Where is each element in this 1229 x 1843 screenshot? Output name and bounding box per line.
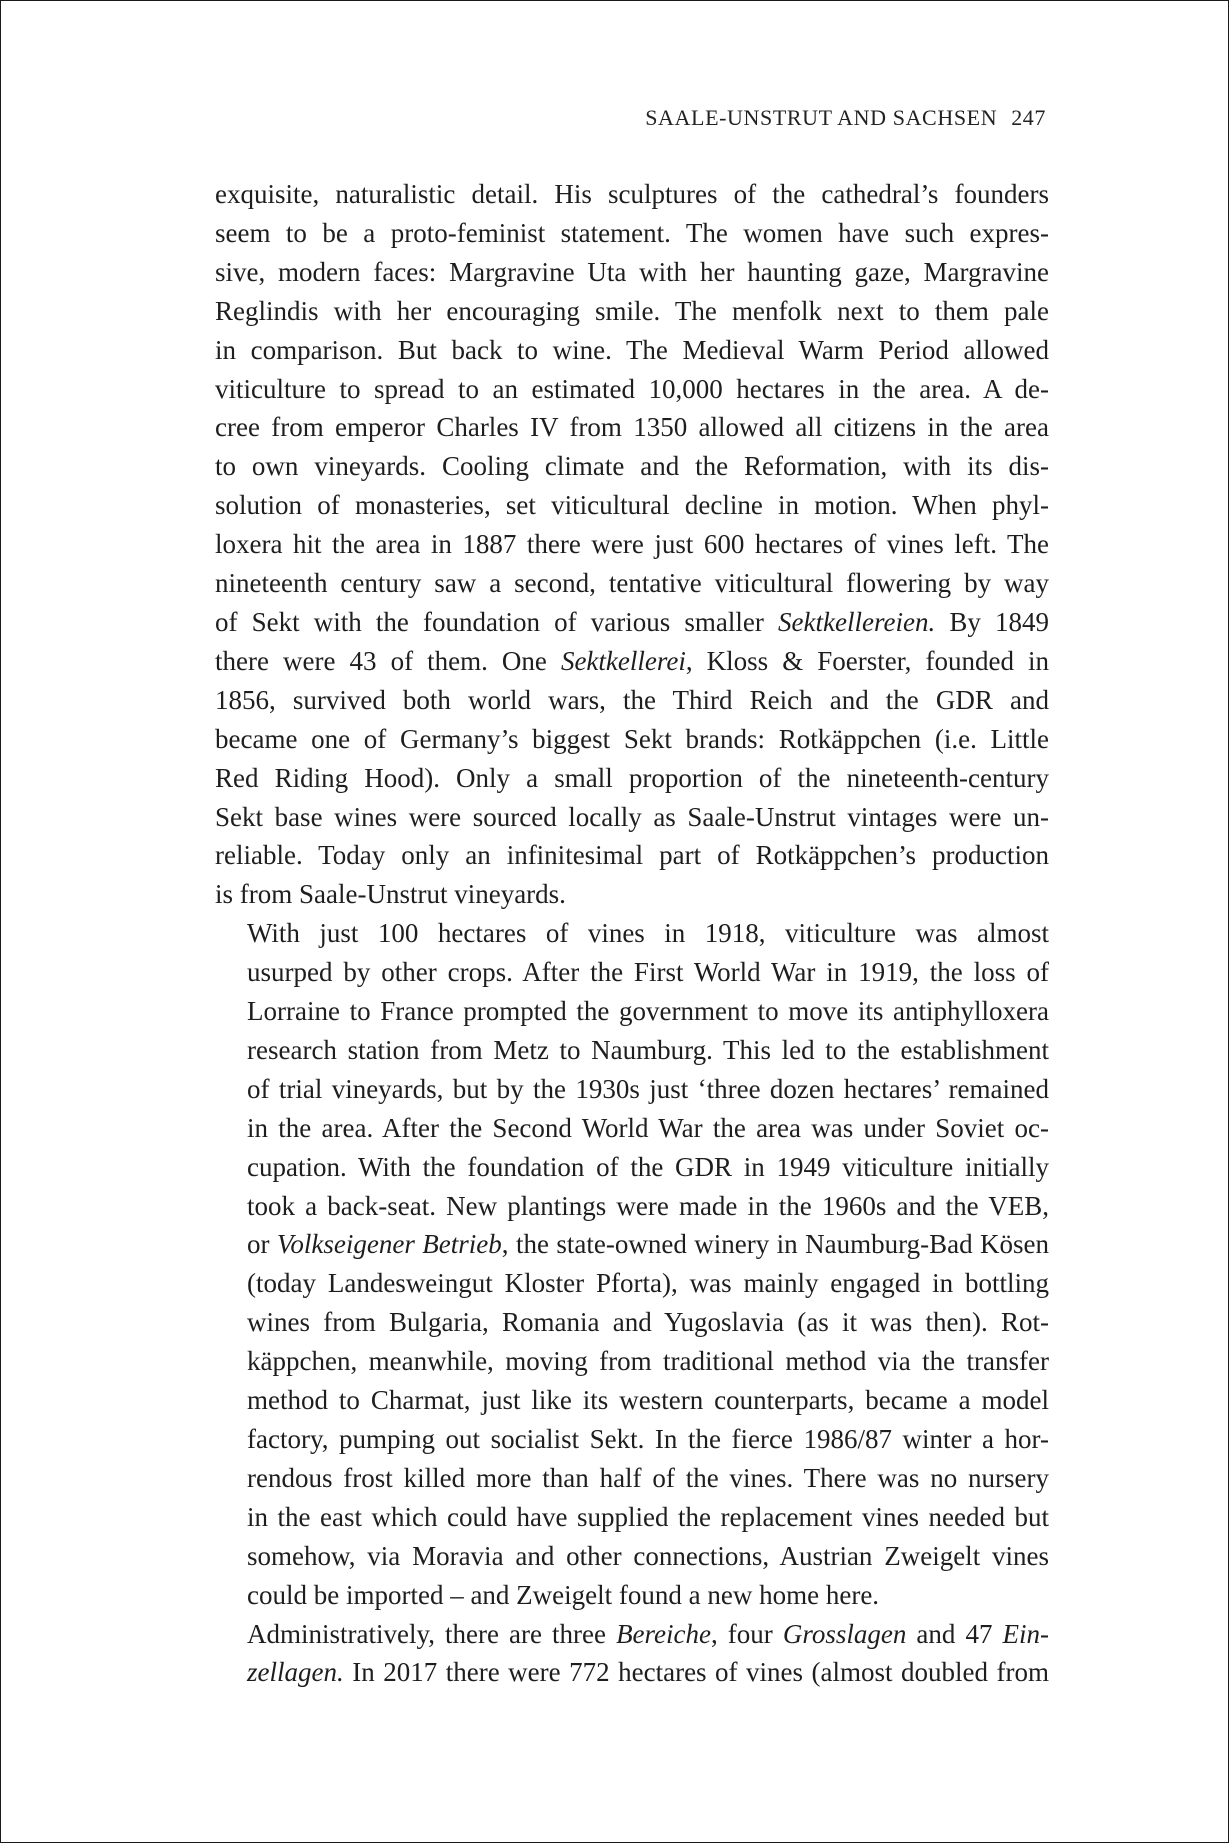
text-line: rendous frost killed more than half of the vines. There was no nursery (247, 1462, 1049, 1493)
italic-term: Sektkellereien. (778, 606, 936, 637)
text-line (215, 1615, 1049, 1654)
page-number: 247 (1011, 105, 1046, 130)
paragraph-3 (215, 1615, 1049, 1693)
text-line (215, 1225, 1049, 1264)
text-line: nineteenth century saw a second, tentative viticultural flowering by way (215, 568, 1049, 599)
text-line: wines from Bulgaria, Romania and Yugoslavia (as it was then). Rot- (247, 1307, 1049, 1338)
text-line: in the area. After the Second World War the area was under Soviet oc- (247, 1112, 1049, 1143)
text-line: viticulture to spread to an estimated 10,000 hectares in the area. A de- (215, 373, 1049, 404)
text-line: loxera hit the area in 1887 there were just 600 hectares of vines left. The (215, 529, 1049, 560)
italic-term: Grosslagen (782, 1618, 907, 1649)
italic-term: Sektkellerei (560, 645, 686, 676)
text-line: käppchen, meanwhile, moving from traditional method via the transfer (247, 1346, 1049, 1377)
text-line: became one of Germany’s biggest Sekt brands: Rotkäppchen (i.e. Little (215, 723, 1049, 754)
text-run: , Kloss & Foerster, founded in (685, 645, 1049, 676)
text-line: exquisite, naturalistic detail. His sculptures of the cathedral’s founders (215, 179, 1049, 209)
text-line: could be imported – and Zweigelt found a new home here. (247, 1579, 880, 1610)
text-line: research station from Metz to Naumburg. This led to the establishment (247, 1034, 1049, 1065)
text-run: of Sekt with the foundation of various smaller (215, 606, 779, 637)
text-run: , the state-owned winery in Naumburg-Bad Kösen (501, 1229, 1049, 1260)
text-line: solution of monasteries, set viticultural decline in motion. When phyl- (215, 490, 1049, 521)
italic-term: zellagen. (247, 1657, 344, 1688)
text-run: there were 43 of them. One (215, 645, 561, 676)
text-line: is from Saale-Unstrut vineyards. (215, 879, 566, 910)
text-run: By 1849 (935, 606, 1049, 637)
italic-term: Bereiche (616, 1618, 711, 1649)
text-line: (today Landesweingut Kloster Pforta), was mainly engaged in bottling (247, 1268, 1049, 1299)
text-line (215, 603, 1049, 642)
text-line: Red Riding Hood). Only a small proportion of the nineteenth-century (215, 762, 1049, 793)
text-line: of trial vineyards, but by the 1930s just ‘three dozen hectares’ remained (247, 1073, 1049, 1104)
text-run: Administratively, there are three (247, 1618, 617, 1649)
running-head (645, 105, 1046, 131)
text-line: somehow, via Moravia and other connections, Austrian Zweigelt vines (247, 1540, 1049, 1571)
italic-term: Ein- (1002, 1618, 1049, 1649)
text-line: cupation. With the foundation of the GDR in 1949 viticulture initially (247, 1151, 1049, 1182)
text-run: , four (711, 1618, 783, 1649)
text-line: method to Charmat, just like its western counterparts, became a model (247, 1385, 1049, 1416)
text-line: Sekt base wines were sourced locally as Saale-Unstrut vintages were un- (215, 801, 1049, 832)
text-line: took a back-seat. New plantings were made in the 1960s and the VEB, (247, 1190, 1049, 1221)
italic-term: Volkseigener Betrieb (276, 1229, 502, 1260)
text-line (215, 1653, 1049, 1692)
text-line: With just 100 hectares of vines in 1918, viticulture was almost (247, 918, 1049, 949)
text-line: Reglindis with her encouraging smile. The menfolk next to them pale (215, 295, 1049, 326)
text-run: or (247, 1229, 277, 1260)
text-line: reliable. Today only an infinitesimal part of Rotkäppchen’s production (215, 840, 1049, 871)
text-line: usurped by other crops. After the First World War in 1919, the loss of (247, 957, 1049, 988)
paragraph-2 (215, 914, 1049, 1614)
body-text (215, 175, 1049, 1692)
running-head-title: SAALE-UNSTRUT AND SACHSEN (645, 105, 998, 130)
text-line: 1856, survived both world wars, the Third Reich and the GDR and (215, 684, 1049, 715)
text-line: to own vineyards. Cooling climate and the Reformation, with its dis- (215, 451, 1049, 482)
text-line: cree from emperor Charles IV from 1350 allowed all citizens in the area (215, 412, 1049, 443)
text-line: Lorraine to France prompted the government to move its antiphylloxera (247, 996, 1049, 1027)
text-run: In 2017 there were 772 hectares of vines (almost doubled from (343, 1657, 1049, 1688)
text-run: and 47 (906, 1618, 1003, 1649)
text-line: seem to be a proto-feminist statement. The women have such expres- (215, 217, 1049, 248)
paragraph-1 (215, 175, 1049, 914)
text-line (215, 642, 1049, 681)
text-line: in comparison. But back to wine. The Medieval Warm Period allowed (215, 334, 1049, 365)
text-line: factory, pumping out socialist Sekt. In the fierce 1986/87 winter a hor- (247, 1424, 1049, 1454)
text-line: in the east which could have supplied the replacement vines needed but (247, 1501, 1049, 1532)
text-line: sive, modern faces: Margravine Uta with her haunting gaze, Margravine (215, 256, 1049, 287)
